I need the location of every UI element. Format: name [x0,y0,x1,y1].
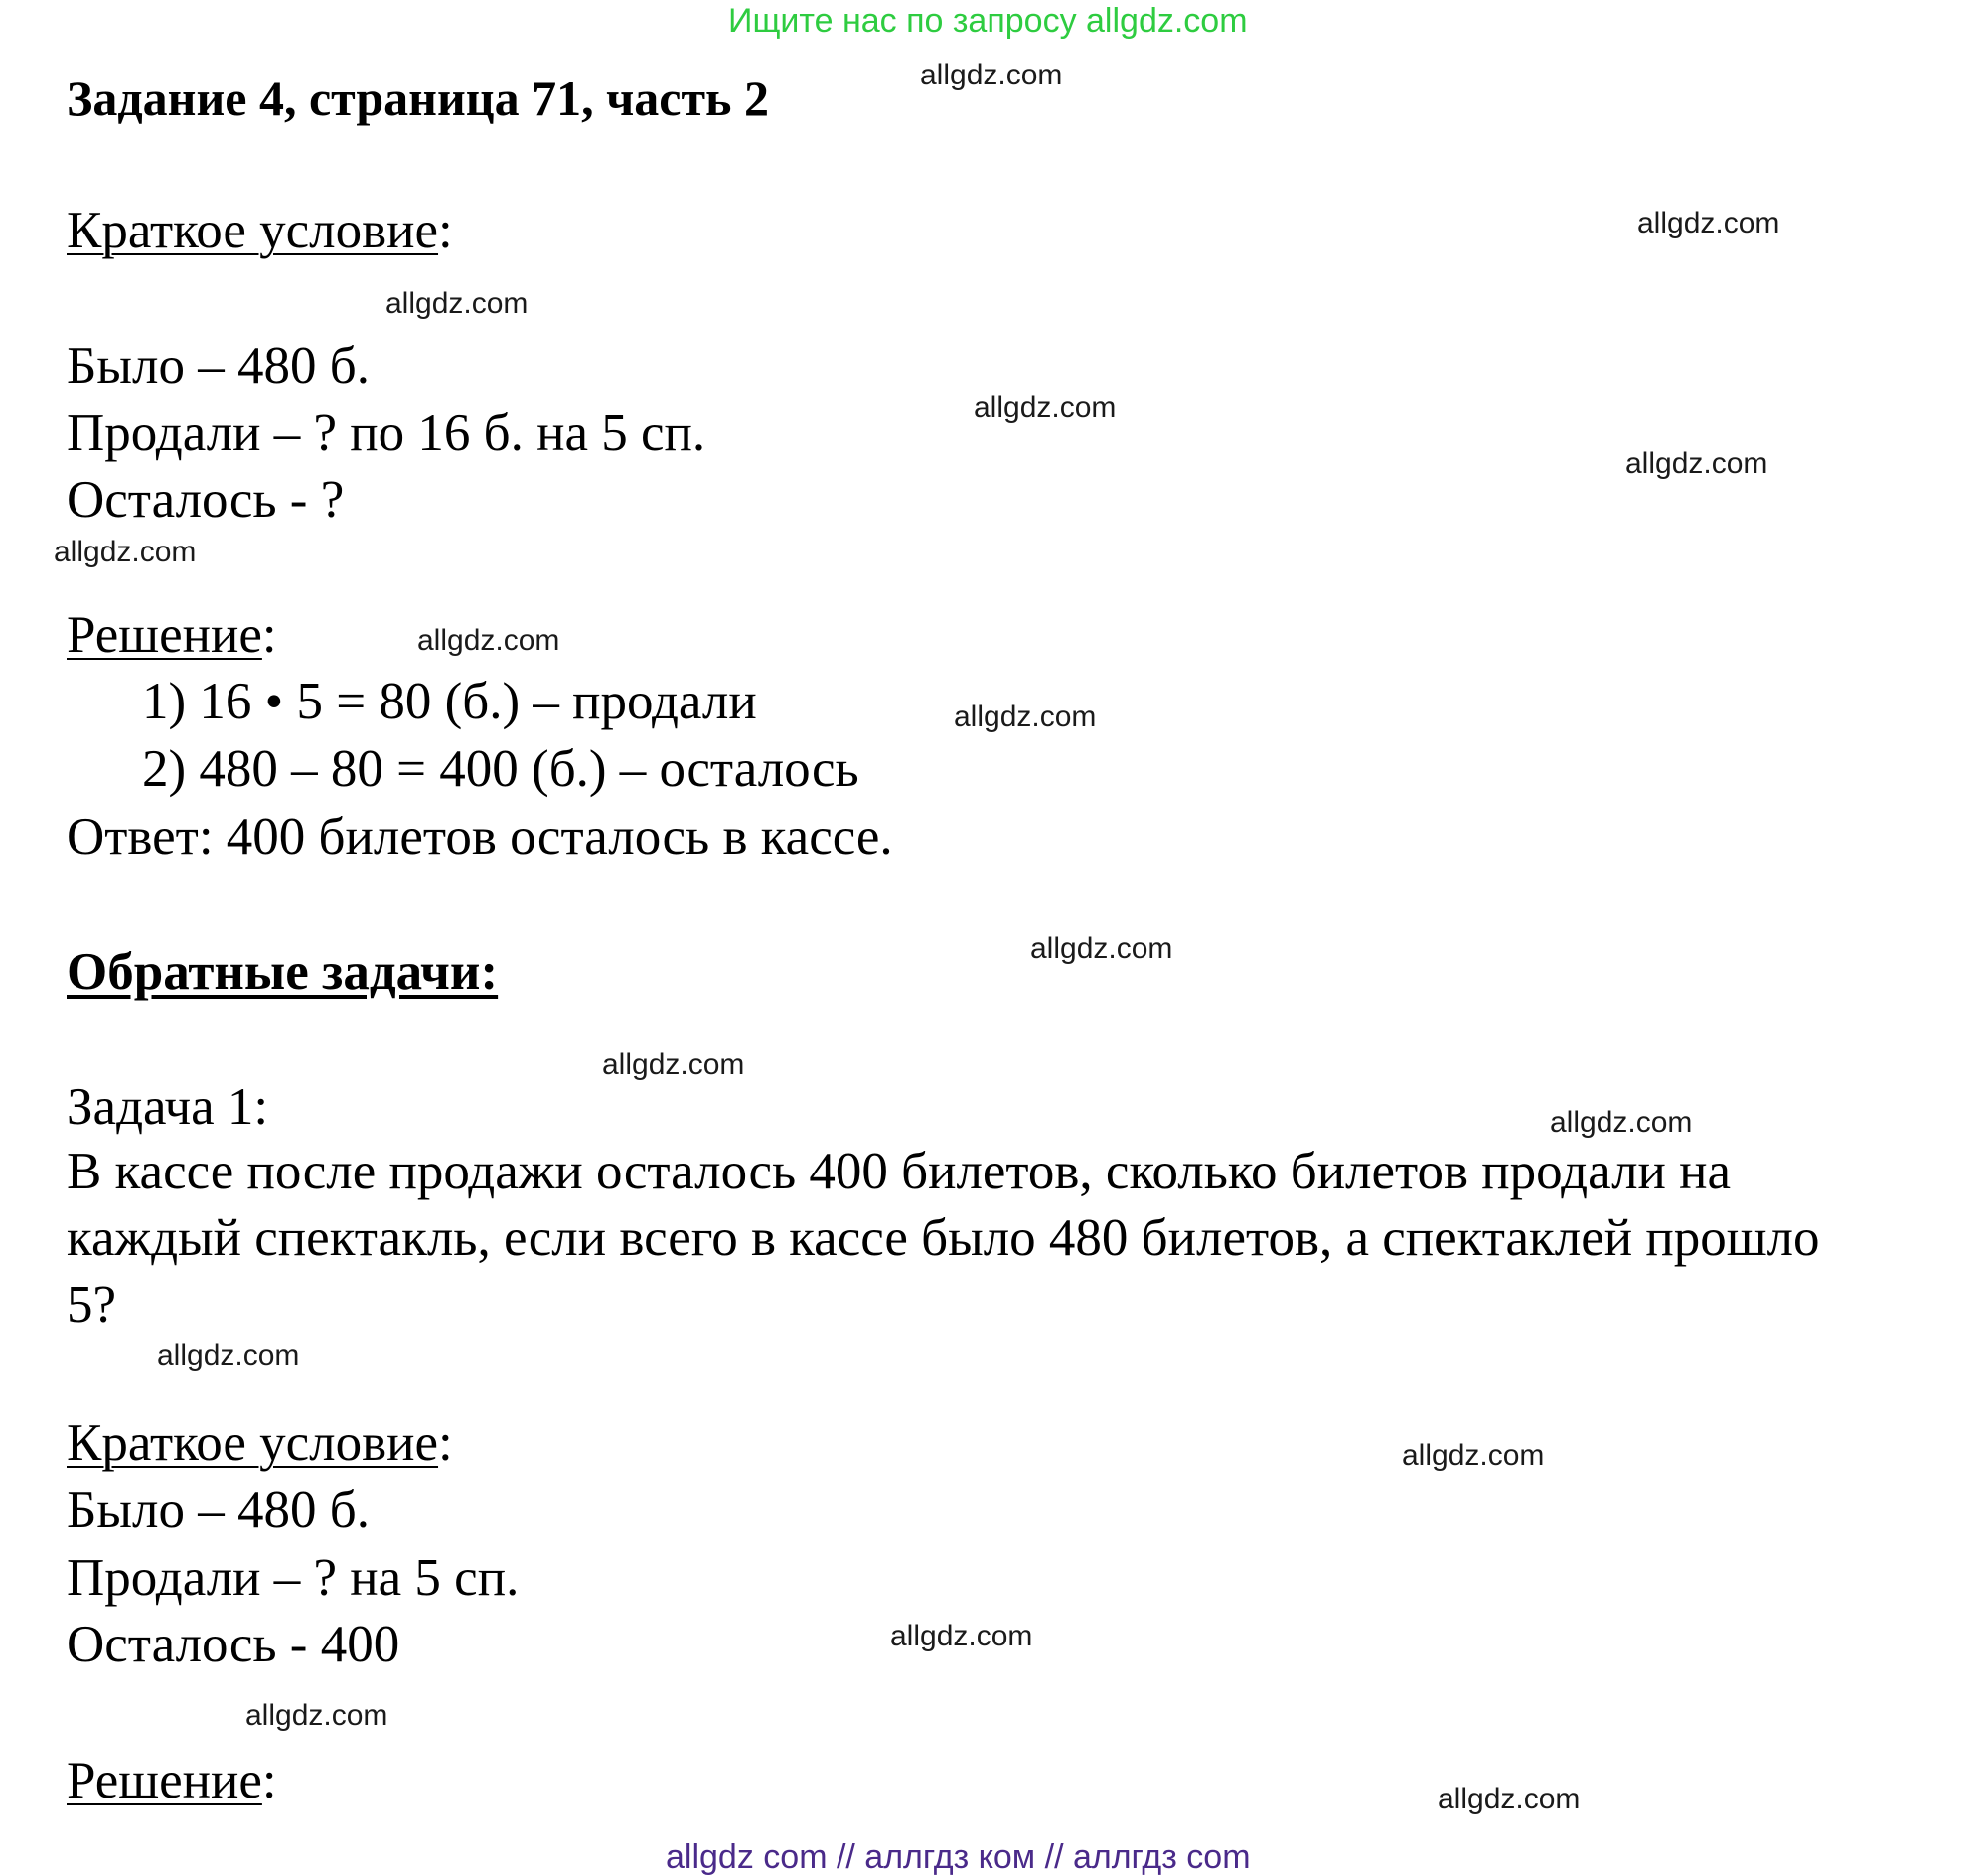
condition-heading [67,202,453,259]
solution-2-heading-colon: : [261,1752,277,1809]
watermark: allgdz.com [157,1339,300,1372]
condition-heading-text: Краткое условие [67,202,439,259]
watermark: allgdz.com [974,391,1117,424]
watermark: allgdz.com [602,1048,745,1081]
solution-heading [67,606,277,664]
solution-2-heading [67,1752,277,1809]
watermark: allgdz.com [1438,1783,1581,1815]
watermark: allgdz.com [54,536,197,568]
watermark: allgdz.com [417,624,560,657]
watermark: allgdz.com [1637,207,1780,239]
watermark: allgdz.com [1402,1439,1545,1472]
task-1-label: Задача 1: [67,1078,269,1136]
solution-heading-colon: : [261,606,277,664]
footer-links[interactable]: allgdz com // аллгдз ком // аллгдз com [666,1838,1251,1876]
watermark: allgdz.com [890,1620,1033,1652]
condition-2-heading-colon: : [438,1414,453,1472]
condition-2-heading [67,1414,453,1472]
task-1-text: В кассе после продажи осталось 400 билетов, сколько билетов продали на каждый спектакль, если всего в кассе было 480 билетов, а спектаклей прошло 5? [67,1143,1820,1333]
watermark: allgdz.com [1625,447,1768,480]
solution-2-heading-text: Решение [67,1752,262,1809]
watermark: allgdz.com [1550,1106,1693,1139]
page-title: Задание 4, страница 71, часть 2 [67,71,769,126]
condition-2-line-had: Было – 480 б. [67,1482,370,1539]
watermark: allgdz.com [954,701,1097,733]
watermark: allgdz.com [1030,932,1173,965]
solution-heading-text: Решение [67,606,262,664]
condition-2-line-sold: Продали – ? на 5 сп. [67,1549,520,1607]
watermark: allgdz.com [385,287,529,320]
condition-line-left: Осталось - ? [67,471,345,529]
solution-step-1: 1) 16 • 5 = 80 (б.) – продали [142,673,757,730]
condition-2-line-left: Осталось - 400 [67,1616,400,1673]
condition-line-had: Было – 480 б. [67,337,370,394]
watermark: allgdz.com [245,1699,388,1732]
watermark: allgdz.com [920,59,1063,91]
search-banner[interactable]: Ищите нас по запросу allgdz.com [728,2,1248,40]
answer-line: Ответ: 400 билетов осталось в кассе. [67,808,893,865]
condition-2-heading-text: Краткое условие [67,1414,439,1472]
solution-step-2: 2) 480 – 80 = 400 (б.) – осталось [142,740,859,798]
inverse-tasks-heading: Обратные задачи: [67,943,499,1001]
condition-line-sold: Продали – ? по 16 б. на 5 сп. [67,404,706,462]
condition-heading-colon: : [438,202,453,259]
